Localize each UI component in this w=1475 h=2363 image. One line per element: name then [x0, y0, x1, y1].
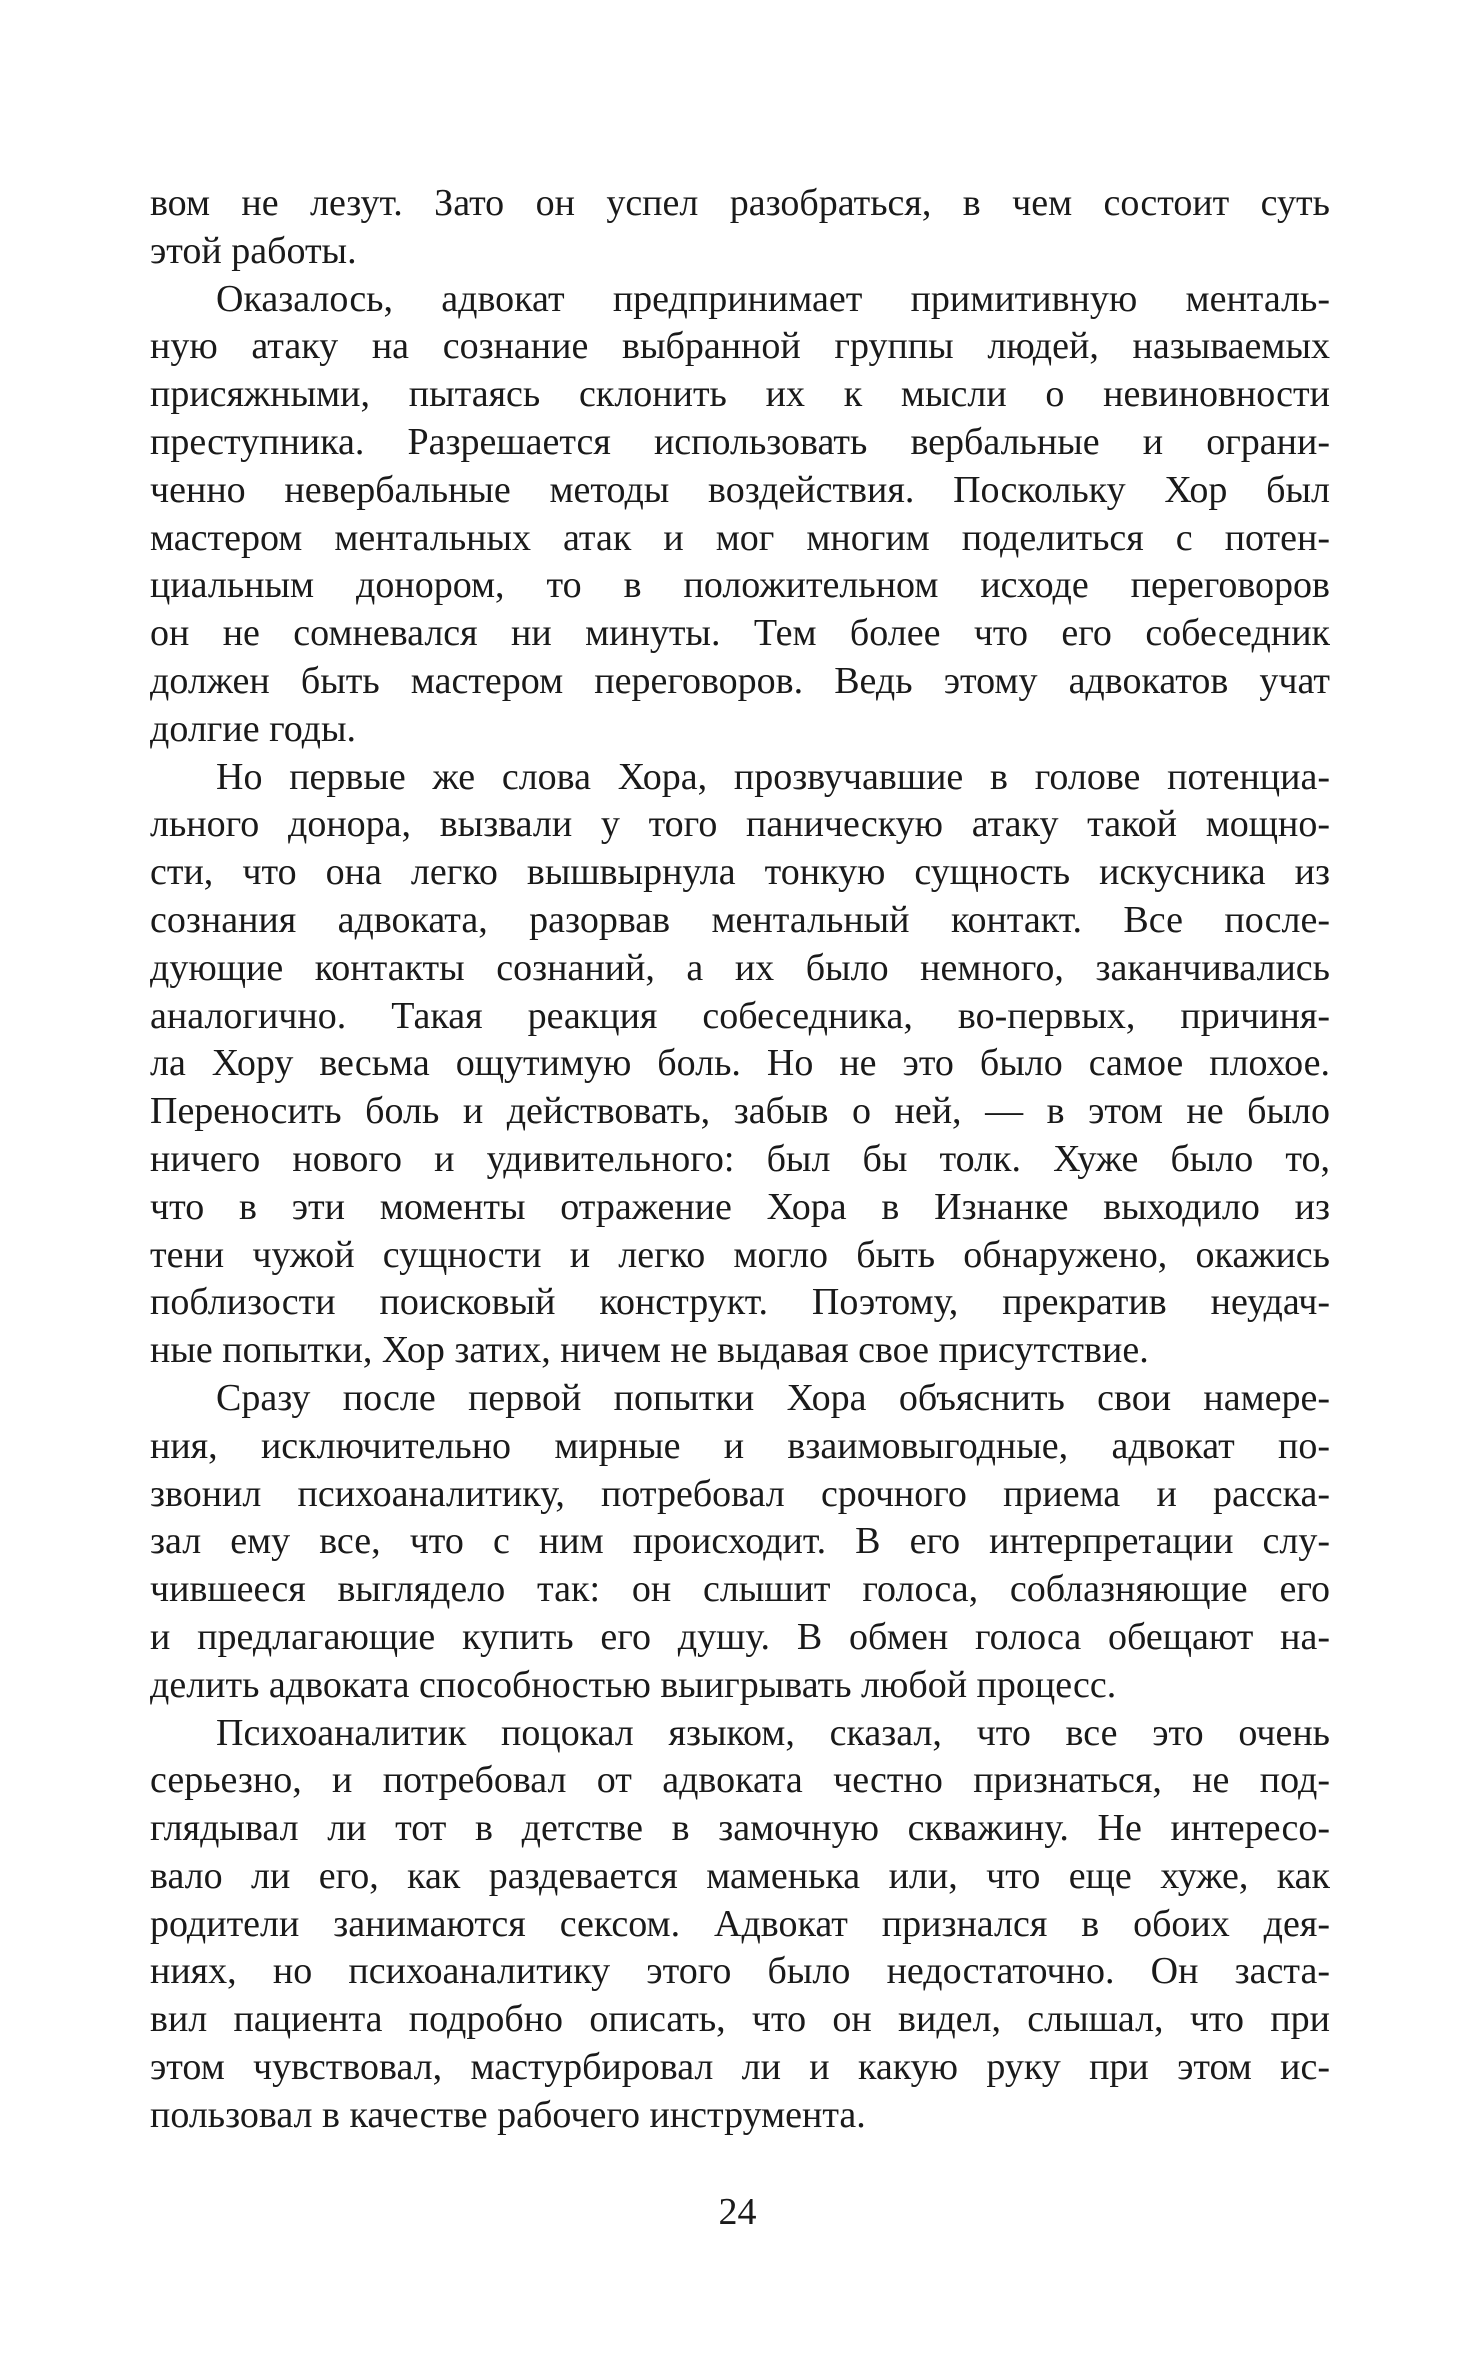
- text-line: сознания адвоката, разорвав ментальный контакт. Все после-: [150, 898, 1330, 941]
- text-line: ла Хору весьма ощутимую боль. Но не это было самое плохое.: [150, 1042, 1330, 1085]
- text-line: долгие годы.: [150, 707, 356, 750]
- body-text: [150, 180, 1330, 2140]
- text-line: вало ли его, как раздевается маменька или, что еще хуже, как: [150, 1854, 1330, 1897]
- text-line: что в эти моменты отражение Хора в Изнанке выходило из: [150, 1185, 1330, 1228]
- text-line: ченно невербальные методы воздействия. Поскольку Хор был: [150, 468, 1330, 511]
- text-line: дующие контакты сознаний, а их было немного, заканчивались: [150, 946, 1330, 989]
- text-line: этом чувствовал, мастурбировал ли и какую руку при этом ис-: [150, 2046, 1330, 2089]
- text-line: серьезно, и потребовал от адвоката честно признаться, не под-: [150, 1759, 1330, 1802]
- text-line: сти, что она легко вышвырнула тонкую сущность искусника из: [150, 851, 1330, 894]
- text-line: аналогично. Такая реакция собеседника, во-первых, причиня-: [150, 994, 1330, 1037]
- text-line: должен быть мастером переговоров. Ведь этому адвокатов учат: [150, 659, 1330, 702]
- text-line: родители занимаются сексом. Адвокат признался в обоих дея-: [150, 1902, 1330, 1945]
- text-line: присяжными, пытаясь склонить их к мысли о невиновности: [150, 373, 1330, 416]
- text-line: ниях, но психоаналитику этого было недостаточно. Он заста-: [150, 1950, 1330, 1993]
- text-line: он не сомневался ни минуты. Тем более что его собеседник: [150, 612, 1330, 655]
- text-line: делить адвоката способностью выигрывать любой процесс.: [150, 1663, 1117, 1706]
- text-line: зал ему все, что с ним происходит. В его интерпретации слу-: [150, 1520, 1330, 1563]
- text-line: вил пациента подробно описать, что он видел, слышал, что при: [150, 1998, 1330, 2041]
- text-line: этой работы.: [150, 229, 357, 272]
- text-line: тени чужой сущности и легко могло быть обнаружено, окажись: [150, 1233, 1330, 1276]
- text-line: и предлагающие купить его душу. В обмен голоса обещают на-: [150, 1615, 1330, 1658]
- text-line: глядывал ли тот в детстве в замочную скважину. Не интересо-: [150, 1807, 1330, 1850]
- text-line: ния, исключительно мирные и взаимовыгодные, адвокат по-: [150, 1424, 1330, 1467]
- text-line: поблизости поисковый конструкт. Поэтому, прекратив неудач-: [150, 1281, 1330, 1324]
- text-line: преступника. Разрешается использовать вербальные и ограни-: [150, 420, 1330, 463]
- text-line: ные попытки, Хор затих, ничем не выдавая свое присутствие.: [150, 1329, 1149, 1372]
- text-line: циальным донором, то в положительном исходе переговоров: [150, 564, 1330, 607]
- text-line: пользовал в качестве рабочего инструмента.: [150, 2093, 866, 2136]
- text-line: звонил психоаналитику, потребовал срочного приема и расска-: [150, 1472, 1330, 1515]
- page-number: 24: [718, 2191, 757, 2233]
- text-line: ную атаку на сознание выбранной группы людей, называемых: [150, 325, 1330, 368]
- text-line: льного донора, вызвали у того паническую атаку такой мощно-: [150, 803, 1330, 846]
- text-line: ничего нового и удивительного: был бы толк. Хуже было то,: [150, 1137, 1330, 1180]
- text-line: мастером ментальных атак и мог многим поделиться с потен-: [150, 516, 1330, 559]
- text-line: Оказалось, адвокат предпринимает примитивную менталь-: [216, 277, 1330, 320]
- text-line: вом не лезут. Зато он успел разобраться, в чем состоит суть: [150, 182, 1330, 224]
- text-line: чившееся выглядело так: он слышит голоса, соблазняющие его: [150, 1568, 1330, 1611]
- text-line: Переносить боль и действовать, забыв о ней, — в этом не было: [150, 1090, 1330, 1133]
- text-line: Сразу после первой попытки Хора объяснить свои намере-: [216, 1376, 1330, 1419]
- text-line: Но первые же слова Хора, прозвучавшие в голове потенциа-: [216, 755, 1330, 798]
- text-line: Психоаналитик поцокал языком, сказал, что все это очень: [216, 1711, 1330, 1754]
